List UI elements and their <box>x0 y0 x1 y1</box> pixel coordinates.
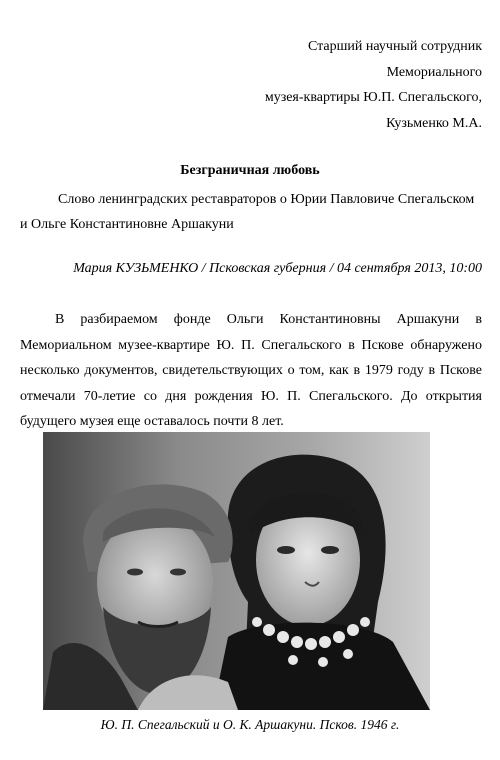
article-subtitle: Слово ленинградских реставраторов о Юрии Павловиче Спегальском и Ольге Константиновне Аршакуни <box>20 192 475 232</box>
author-position-line: Старший научный сотрудник <box>307 39 482 54</box>
archival-photo <box>43 432 430 710</box>
author-affiliation <box>265 34 482 136</box>
author-org-line-1: Мемориального <box>386 64 482 80</box>
article-body-paragraph: В разбираемом фонде Ольги Константиновны Аршакуни в Мемориальном музее-квартире Ю. П. Спегальского в Пскове обнаружено несколько документов, свидетельствующих о том, как в 1979 году в Пскове отмечали 70-летие со дня рождения Ю. П. Спегальского. До открытия будущего музея еще оставалось почти 8 лет. <box>20 312 482 429</box>
photo-caption: Ю. П. Спегальский и О. К. Аршакуни. Псков. 1946 г. <box>100 717 400 732</box>
author-org-line-2: музея-квартиры Ю.П. Спегальского, <box>264 90 482 105</box>
author-name: Кузьменко М.А. <box>386 115 482 131</box>
article-byline: Мария КУЗЬМЕНКО / Псковская губерния / 04 сентября 2013, 10:00 <box>73 261 482 276</box>
article-title: Безграничная любовь <box>180 163 320 178</box>
